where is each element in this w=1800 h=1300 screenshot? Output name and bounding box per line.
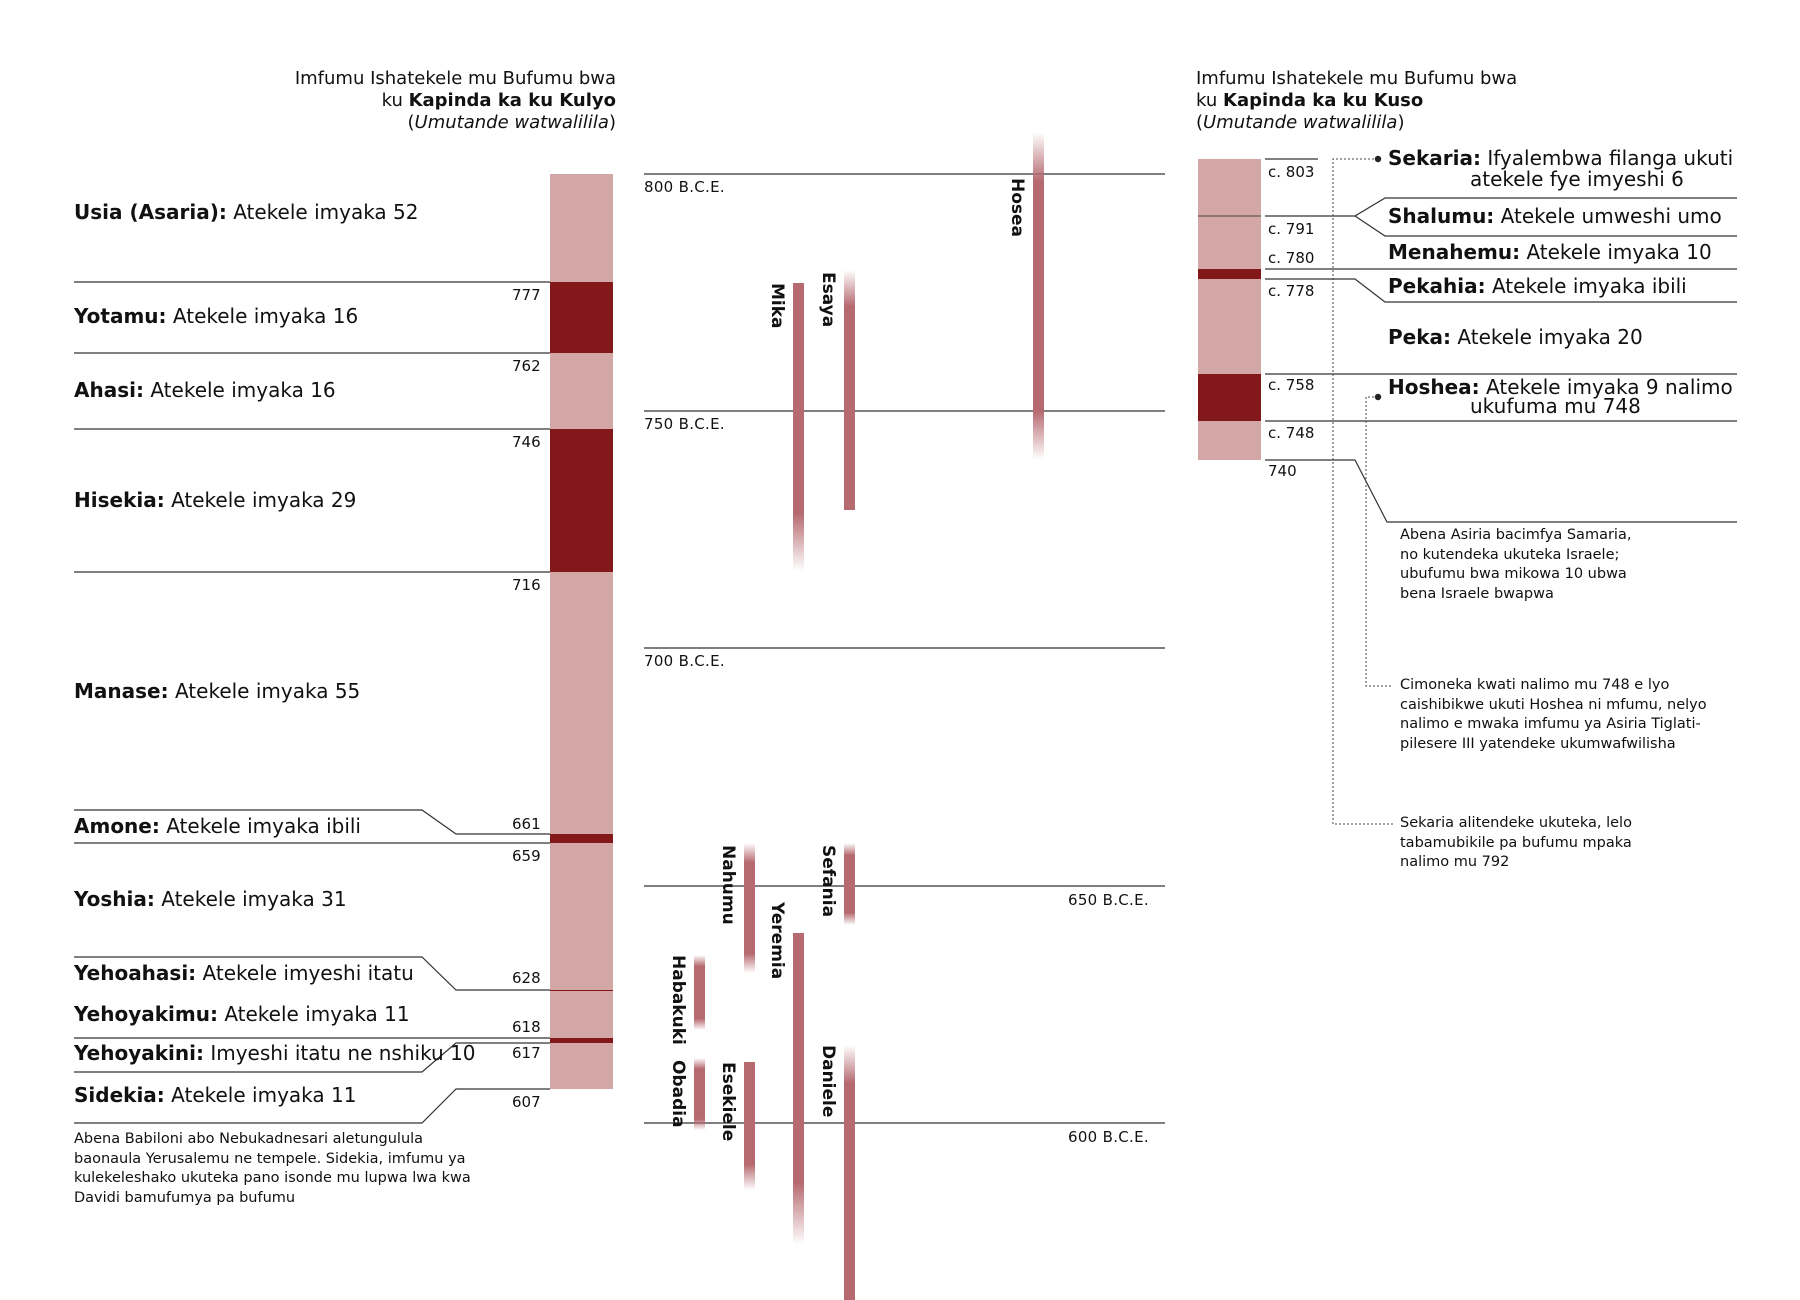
- king-name: Sekaria:: [1388, 146, 1481, 170]
- prophet-mika: Mika: [767, 283, 787, 329]
- prophet-bars: [694, 132, 1044, 1300]
- era-lines: [644, 174, 1165, 1123]
- babylon-note: Abena Babiloni abo Nebukadnesari aletungulula baonaula Yerusalemu ne tempele. Sidekia, imfumu ya kulekeleshako ukuteka pano isonde mu lupwa lwa kwa Davidi bamufumya pa bufumu: [74, 1131, 471, 1206]
- king-reign: Atekele imyaka 52: [233, 200, 419, 224]
- king-reign: Atekele imyaka 55: [174, 679, 361, 703]
- king-menahemu: [1388, 240, 1712, 264]
- era-label: 800 B.C.E.: [644, 178, 725, 196]
- king-ahasi: [74, 378, 336, 402]
- israel-header-bold: Kapinda ka ku Kuso: [1223, 90, 1424, 111]
- year-label: 740: [1268, 462, 1297, 480]
- king-name: Yoshia:: [74, 887, 155, 911]
- king-reign: Atekele imyaka 11: [171, 1083, 357, 1107]
- year-label: c. 803: [1268, 163, 1315, 181]
- king-name: Shalumu:: [1388, 204, 1495, 228]
- era-label: 700 B.C.E.: [644, 652, 725, 670]
- king-name: Yehoyakimu:: [74, 1002, 218, 1026]
- year-label: 777: [512, 286, 541, 304]
- judah-header-prefix: ku: [381, 90, 409, 111]
- prophet-obadia: Obadia: [668, 1060, 688, 1128]
- year-label: 762: [512, 357, 541, 375]
- era-label: 750 B.C.E.: [644, 415, 725, 433]
- king-peka: [1388, 325, 1643, 349]
- prophet-hosea: Hosea: [1007, 178, 1027, 238]
- prophet-esekiele: Esekiele: [718, 1062, 738, 1142]
- king-reign: Atekele imyeshi itatu: [202, 961, 414, 985]
- king-amone: [74, 814, 361, 838]
- king-reign: Atekele imyaka 16: [150, 378, 336, 402]
- prophet-sefania: Sefania: [818, 845, 838, 918]
- era-label: 650 B.C.E.: [1068, 891, 1149, 909]
- king-sidekia: [74, 1083, 356, 1107]
- israel-header-line2: [1196, 90, 1517, 112]
- king-sekaria: [1388, 148, 1733, 190]
- king-shalumu: [1388, 204, 1722, 228]
- year-label: c. 778: [1268, 282, 1315, 300]
- israel-header: [1196, 68, 1517, 134]
- king-reign: Imyeshi itatu ne nshiku 10: [210, 1041, 476, 1065]
- judah-reign-bar: [550, 174, 613, 1089]
- king-manase: [74, 679, 360, 703]
- king-yehoahasi: [74, 961, 414, 985]
- judah-header-italic: Umutande watwalilila: [414, 112, 609, 133]
- king-reign: Atekele imyaka 9 nalimo: [1486, 375, 1733, 399]
- king-reign: Atekele imyaka ibili: [1491, 274, 1687, 298]
- year-label: c. 791: [1268, 220, 1315, 238]
- king-reign: Atekele imyaka 10: [1526, 240, 1712, 264]
- king-yoshia: [74, 887, 347, 911]
- year-label: 716: [512, 576, 541, 594]
- king-hisekia: [74, 488, 356, 512]
- sekaria-note: Sekaria alitendeke ukuteka, lelo tabamubikile pa bufumu mpaka nalimo mu 792: [1400, 815, 1632, 870]
- israel-header-italic: Umutande watwalilila: [1203, 112, 1398, 133]
- year-label: 607: [512, 1093, 541, 1111]
- king-line: [1388, 148, 1733, 169]
- king-name: Yotamu:: [74, 304, 167, 328]
- note-markers: [1375, 156, 1381, 400]
- era-label: 600 B.C.E.: [1068, 1128, 1149, 1146]
- year-label: 618: [512, 1018, 541, 1036]
- king-name: Yehoyakini:: [74, 1041, 204, 1065]
- king-reign: Atekele imyaka 16: [172, 304, 359, 328]
- prophet-daniele: Daniele: [818, 1045, 838, 1118]
- king-reign-cont: ukufuma mu 748: [1470, 394, 1641, 418]
- year-label: c. 758: [1268, 376, 1315, 394]
- prophet-yeremia: Yeremia: [767, 902, 787, 980]
- israel-reign-bar: [1198, 159, 1261, 460]
- king-reign: Atekele imyaka 29: [171, 488, 357, 512]
- king-reign: Atekele imyaka 31: [161, 887, 347, 911]
- israel-header-line1: Imfumu Ishatekele mu Bufumu bwa: [1196, 68, 1518, 89]
- king-name: Manase:: [74, 679, 169, 703]
- prophet-esaya: Esaya: [818, 272, 838, 328]
- israel-header-line3: (Umutande watwalilila): [1196, 112, 1405, 133]
- king-name: Peka:: [1388, 325, 1452, 349]
- king-name: Amone:: [74, 814, 160, 838]
- king-yehoyakini: [74, 1041, 476, 1065]
- king-name: Sidekia:: [74, 1083, 165, 1107]
- year-label: 661: [512, 815, 541, 833]
- king-usia: [74, 200, 419, 224]
- king-reign: Atekele imyaka 20: [1457, 325, 1643, 349]
- year-label: 617: [512, 1044, 541, 1062]
- assyria-note: Abena Asiria bacimfya Samaria, no kutendeka ukuteka Israele; ubufumu bwa mikowa 10 ubwa bena Israele bwapwa: [1400, 527, 1632, 602]
- king-reign: Atekele imyaka ibili: [166, 814, 361, 838]
- israel-header-prefix: ku: [1196, 90, 1223, 111]
- king-reign-cont: atekele fye imyeshi 6: [1470, 167, 1684, 191]
- year-label: c. 748: [1268, 424, 1315, 442]
- king-pekahia: [1388, 274, 1687, 298]
- note-leaders: [1333, 159, 1393, 824]
- king-yehoyakimu: [74, 1002, 410, 1026]
- king-name: Pekahia:: [1388, 274, 1486, 298]
- prophet-nahumu: Nahumu: [718, 845, 738, 925]
- king-name: Menahemu:: [1388, 240, 1521, 264]
- prophet-habakuki: Habakuki: [668, 955, 688, 1045]
- king-name: Ahasi:: [74, 378, 144, 402]
- judah-header-line2: [56, 90, 616, 112]
- year-label: 659: [512, 847, 541, 865]
- king-name: Usia (Asaria):: [74, 200, 227, 224]
- king-reign: Atekele umweshi umo: [1500, 204, 1722, 228]
- king-name: Hisekia:: [74, 488, 165, 512]
- king-reign: Ifyalembwa filanga ukuti: [1487, 146, 1734, 170]
- judah-header-bold: Kapinda ka ku Kulyo: [408, 90, 616, 111]
- king-name: Hoshea:: [1388, 375, 1480, 399]
- year-label: c. 780: [1268, 249, 1315, 267]
- king-hoshea: [1388, 375, 1733, 418]
- hoshea-note: Cimoneka kwati nalimo mu 748 e lyo caishibikwe ukuti Hoshea ni mfumu, nelyo nalimo e mwaka imfumu ya Asiria Tiglati-pilesere III yatendeke ukumwafwilisha: [1400, 677, 1707, 752]
- king-reign: Atekele imyaka 11: [224, 1002, 410, 1026]
- judah-header-line3: (Umutande watwalilila): [407, 112, 616, 133]
- king-name: Yehoahasi:: [74, 961, 197, 985]
- year-label: 746: [512, 433, 541, 451]
- year-label: 628: [512, 969, 541, 987]
- judah-header: [56, 68, 616, 134]
- judah-header-line1: Imfumu Ishatekele mu Bufumu bwa: [294, 68, 616, 89]
- king-yotamu: [74, 304, 358, 328]
